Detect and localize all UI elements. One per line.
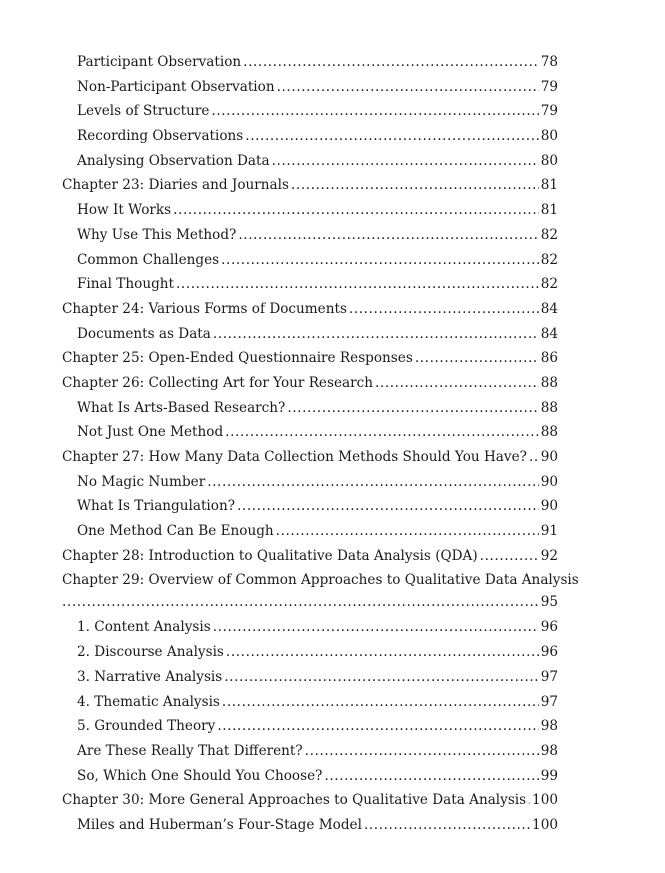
toc-leader-dots (226, 644, 539, 660)
toc-leader-dots (480, 548, 539, 564)
toc-page-number: 80 (540, 128, 558, 145)
toc-page-number: 98 (540, 742, 558, 759)
toc-leader-dots (62, 594, 539, 610)
toc-leader-dots (237, 498, 539, 514)
toc-page-number: 86 (540, 350, 558, 367)
toc-entry-title: Are These Really That Different? (77, 742, 303, 759)
toc-chapter-entry[interactable] (62, 350, 558, 375)
toc-page-number: 90 (540, 498, 558, 515)
toc-entry-title: Chapter 30: More General Approaches to Qualitative Data Analysis (62, 792, 527, 809)
toc-section-entry[interactable] (62, 79, 558, 104)
toc-entry-title: One Method Can Be Enough (77, 523, 274, 540)
toc-entry-title: Chapter 23: Diaries and Journals (62, 177, 289, 194)
toc-entry-title: Final Thought (77, 276, 174, 293)
toc-section-entry[interactable] (62, 276, 558, 301)
toc-leader-dots (221, 252, 539, 268)
toc-page-number: 90 (540, 449, 558, 465)
toc-section-entry[interactable] (62, 694, 558, 719)
toc-page-number: 96 (540, 644, 558, 661)
toc-leader-dots (224, 669, 538, 685)
toc-leader-dots (238, 227, 538, 243)
toc-page-number: 78 (540, 54, 558, 70)
toc-entry-title: So, Which One Should You Choose? (77, 767, 323, 784)
toc-page-number: 100 (532, 816, 558, 833)
toc-chapter-entry[interactable] (62, 177, 558, 202)
toc-page-number: 100 (532, 792, 558, 809)
toc-section-entry[interactable] (62, 644, 558, 669)
toc-page-number: 88 (540, 374, 558, 391)
toc-section-entry[interactable] (62, 128, 558, 153)
toc-page-number: 79 (540, 103, 558, 120)
toc-entry-title: Why Use This Method? (77, 226, 237, 243)
toc-page-number: 82 (540, 251, 558, 268)
table-of-contents (62, 54, 579, 842)
toc-section-entry[interactable] (62, 153, 558, 178)
toc-page-number: 91 (540, 523, 558, 540)
toc-page-number: 97 (540, 693, 558, 710)
toc-leader-dots (217, 718, 538, 734)
toc-leader-dots (349, 301, 539, 317)
toc-entry-title: Chapter 29: Overview of Common Approaches to Qualitative Data Analysis (62, 572, 579, 589)
toc-leader-dots (305, 743, 539, 759)
toc-page-number: 88 (540, 424, 558, 441)
toc-page-number: 79 (540, 78, 558, 95)
toc-entry-title: Not Just One Method (77, 424, 224, 441)
toc-entry-title: How It Works (77, 202, 172, 219)
toc-entry-title: What Is Triangulation? (77, 498, 236, 515)
toc-leader-dots (211, 103, 538, 119)
toc-chapter-entry[interactable] (62, 548, 558, 573)
toc-leader-dots (173, 202, 539, 218)
toc-section-entry[interactable] (62, 227, 558, 252)
toc-section-entry[interactable] (62, 252, 558, 277)
toc-entry-title: Levels of Structure (77, 103, 210, 120)
toc-page-number: 96 (540, 619, 558, 636)
toc-entry-title: Chapter 24: Various Forms of Documents (62, 300, 347, 317)
toc-chapter-entry[interactable] (62, 301, 558, 326)
toc-section-entry[interactable] (62, 424, 558, 449)
toc-section-entry[interactable] (62, 400, 558, 425)
toc-leader-dots (225, 424, 539, 440)
toc-entry-title: Chapter 28: Introduction to Qualitative Data Analysis (QDA) (62, 547, 478, 564)
toc-leader-dots (415, 350, 539, 366)
toc-section-entry[interactable] (62, 743, 558, 768)
toc-page-number: 92 (540, 547, 558, 564)
toc-page-number: 82 (540, 226, 558, 243)
toc-entry-title: Chapter 26: Collecting Art for Your Research (62, 374, 373, 391)
toc-leader-dots (287, 400, 538, 416)
toc-entry-title: Participant Observation (77, 54, 242, 70)
toc-leader-dots (176, 276, 539, 292)
toc-leader-dots (529, 449, 539, 465)
toc-section-entry[interactable] (62, 619, 558, 644)
toc-leader-dots (276, 523, 539, 539)
toc-entry-title: 3. Narrative Analysis (77, 668, 223, 685)
toc-leader-dots (324, 768, 538, 784)
toc-entry-title: Non-Participant Observation (77, 78, 275, 95)
toc-leader-dots (291, 177, 539, 193)
toc-section-entry[interactable] (62, 103, 558, 128)
toc-page-number: 81 (540, 177, 558, 194)
toc-chapter-entry[interactable] (62, 449, 558, 474)
toc-section-entry[interactable] (62, 202, 558, 227)
toc-entry-title: Analysing Observation Data (77, 152, 270, 169)
toc-page-number: 98 (540, 718, 558, 735)
toc-entry-title: Chapter 25: Open-Ended Questionnaire Responses (62, 350, 413, 367)
toc-section-entry[interactable] (62, 54, 558, 79)
toc-leader-dots (277, 79, 539, 95)
toc-chapter-entry[interactable] (62, 792, 558, 817)
toc-page-number: 80 (540, 152, 558, 169)
toc-chapter-entry[interactable] (62, 572, 579, 619)
toc-page-number: 82 (540, 276, 558, 293)
toc-leader-dots (213, 619, 539, 635)
toc-entry-title: 4. Thematic Analysis (77, 693, 220, 710)
toc-leader-dots (243, 54, 539, 70)
toc-leader-dots (375, 375, 539, 391)
toc-page-number: 88 (540, 399, 558, 416)
toc-leader-dots (528, 792, 530, 808)
toc-leader-dots (213, 326, 539, 342)
toc-page-number: 95 (540, 594, 558, 611)
toc-section-entry[interactable] (62, 817, 558, 842)
toc-page-number: 99 (540, 767, 558, 784)
toc-section-entry[interactable] (62, 326, 558, 351)
toc-section-entry[interactable] (62, 768, 558, 793)
toc-section-entry[interactable] (62, 718, 558, 743)
toc-leader-dots (364, 817, 530, 833)
toc-entry-title: No Magic Number (77, 473, 206, 490)
toc-entry-title: 2. Discourse Analysis (77, 644, 224, 661)
toc-leader-dots (207, 474, 538, 490)
toc-entry-title: 5. Grounded Theory (77, 718, 216, 735)
toc-chapter-entry[interactable] (62, 375, 558, 400)
toc-section-entry[interactable] (62, 498, 558, 523)
toc-entry-title: Documents as Data (77, 325, 211, 342)
toc-entry-title: Recording Observations (77, 128, 244, 145)
toc-leader-dots (222, 694, 539, 710)
toc-leader-dots (272, 153, 539, 169)
toc-entry-continuation (62, 594, 558, 619)
toc-page-number: 81 (540, 202, 558, 219)
toc-page-number: 84 (540, 300, 558, 317)
toc-page-number: 90 (540, 473, 558, 490)
toc-page-number: 84 (540, 325, 558, 342)
toc-entry-title: What Is Arts-Based Research? (77, 399, 286, 416)
toc-leader-dots (245, 128, 538, 144)
toc-section-entry[interactable] (62, 669, 558, 694)
toc-page-number: 97 (540, 668, 558, 685)
toc-entry-title: Common Challenges (77, 251, 220, 268)
toc-section-entry[interactable] (62, 523, 558, 548)
toc-section-entry[interactable] (62, 474, 558, 499)
toc-entry-title: Miles and Huberman’s Four-Stage Model (77, 816, 362, 833)
toc-entry-title: 1. Content Analysis (77, 619, 211, 636)
toc-entry-title: Chapter 27: How Many Data Collection Methods Should You Have? (62, 449, 527, 465)
